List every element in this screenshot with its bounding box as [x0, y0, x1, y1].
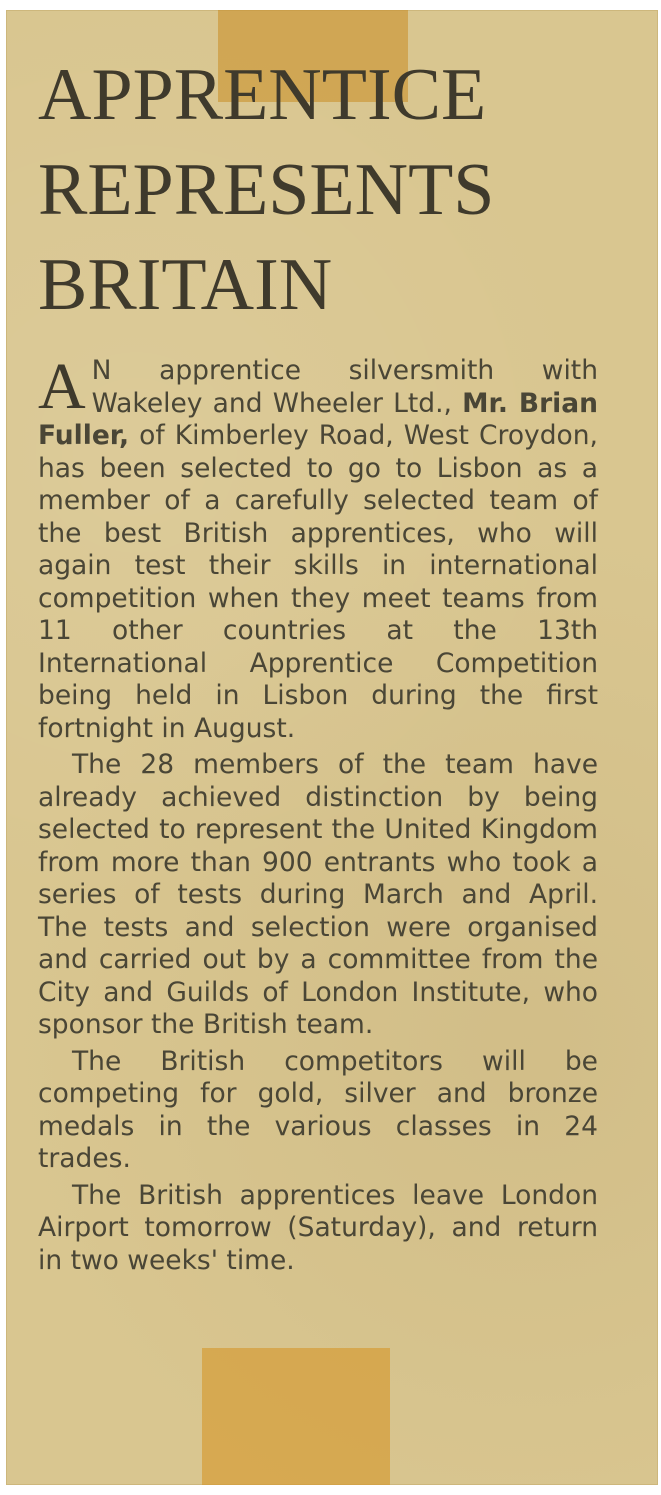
drop-cap: A: [38, 350, 86, 423]
paragraph-1-rest: of Kimberley Road, West Croydon, has been selected to go to Lisbon as a member of a carefully selected team of the best British apprentices, who will again test their skills in international competition when they meet teams from 11 other countries at the 13th International Apprentice Competition being held in Lisbon during the first fortnight in August.: [38, 420, 598, 744]
paragraph-4: The British apprentices leave London Airport tomorrow (Saturday), and return in two weeks' time.: [38, 1179, 598, 1276]
paragraph-2: The 28 members of the team have already achieved distinction by being selected to represent the United Kingdom from more than 900 entrants who took a series of tests during March and April. The tests and selection were organised and carried out by a committee from the City and Guilds of London Institute, who sponsor the British team.: [38, 749, 598, 1040]
paragraph-1: [38, 350, 598, 745]
tape-strip-bottom: [202, 1348, 390, 1485]
article-body: [38, 350, 598, 1281]
person-name: Mr. Brian Fuller,: [38, 387, 598, 451]
headline: [38, 48, 638, 333]
newspaper-clipping: [6, 10, 658, 1485]
headline-line-2: REPRESENTS: [38, 149, 495, 231]
headline-line-1: APPRENTICE: [38, 54, 487, 136]
paragraph-1-lead: N apprentice silversmith with Wakeley and Wheeler Ltd.,: [91, 355, 598, 419]
headline-line-3: BRITAIN: [38, 244, 333, 326]
paragraph-3: The British competitors will be competing for gold, silver and bronze medals in the various classes in 24 trades.: [38, 1045, 598, 1174]
